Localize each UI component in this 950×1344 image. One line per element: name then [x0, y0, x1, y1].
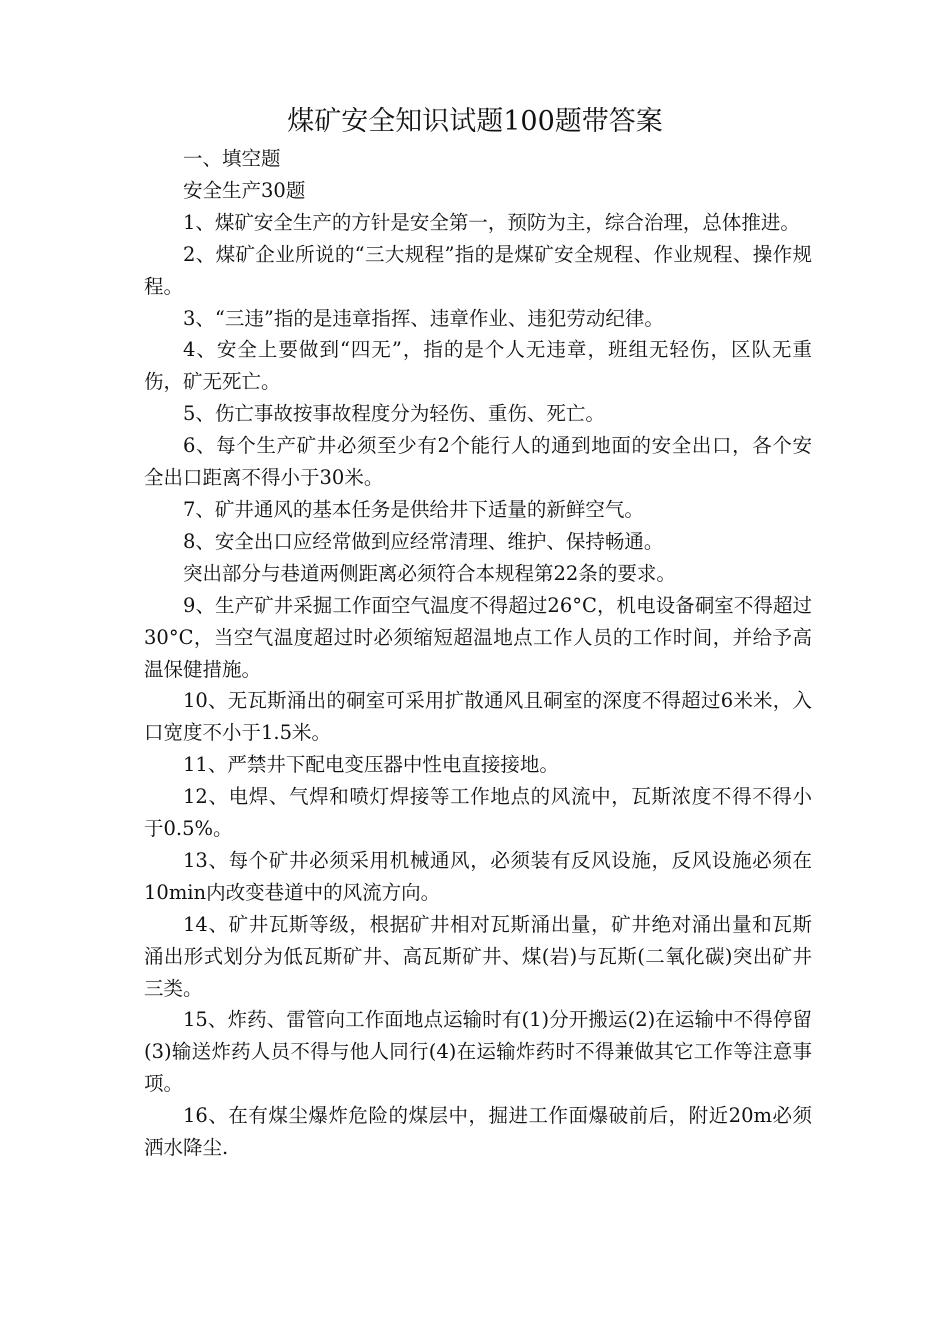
question-9: 9、生产矿井采掘工作面空气温度不得超过26°C，机电设备硐室不得超过30°C，当空气温度超过时必须缩短超温地点工作人员的工作时间，并给予高温保健措施。 [144, 593, 812, 681]
question-15: 15、炸药、雷管向工作面地点运输时有(1)分开搬运(2)在运输中不得停留(3)输送炸药人员不得与他人同行(4)在运输炸药时不得兼做其它工作等注意事项。 [144, 1008, 812, 1096]
question-12: 12、电焊、气焊和喷灯焊接等工作地点的风流中，瓦斯浓度不得不得小于0.5%。 [144, 785, 812, 841]
question-16: 16、在有煤尘爆炸危险的煤层中，掘进工作面爆破前后，附近20m必须洒水降尘. [144, 1104, 812, 1160]
question-1: 1、煤矿安全生产的方针是安全第一，预防为主，综合治理，总体推进。 [183, 210, 800, 234]
question-5: 5、伤亡事故按事故程度分为轻伤、重伤、死亡。 [183, 402, 605, 426]
question-2: 2、煤矿企业所说的“三大规程”指的是煤矿安全规程、作业规程、操作规程。 [144, 242, 812, 298]
question-14: 14、矿井瓦斯等级，根据矿井相对瓦斯涌出量，矿井绝对涌出量和瓦斯涌出形式划分为低瓦斯矿井、高瓦斯矿井、煤(岩)与瓦斯(二氧化碳)突出矿井三类。 [144, 912, 812, 1000]
document-body [144, 143, 812, 1164]
question-11: 11、严禁井下配电变压器中性电直接接地。 [183, 753, 559, 777]
question-13: 13、每个矿井必须采用机械通风，必须装有反风设施，反风设施必须在10min内改变巷道中的风流方向。 [144, 848, 812, 904]
question-3: 3、“三违”指的是违章指挥、违章作业、违犯劳动纪律。 [183, 306, 664, 330]
question-7: 7、矿井通风的基本任务是供给井下适量的新鲜空气。 [183, 497, 644, 521]
section-heading: 一、填空题 [183, 147, 281, 170]
question-10: 10、无瓦斯涌出的硐室可采用扩散通风且硐室的深度不得超过6米米，入口宽度不小于1.5米。 [144, 689, 812, 745]
question-8-note: 突出部分与巷道两侧距离必须符合本规程第22条的要求。 [183, 561, 676, 585]
question-6: 6、每个生产矿井必须至少有2个能行人的通到地面的安全出口，各个安全出口距离不得小于30米。 [144, 434, 812, 490]
subsection-heading: 安全生产30题 [183, 178, 306, 202]
question-8: 8、安全出口应经常做到应经常清理、维护、保持畅通。 [183, 529, 664, 553]
page-title: 煤矿安全知识试题100题带答案 [287, 106, 663, 137]
question-4: 4、安全上要做到“四无”，指的是个人无违章，班组无轻伤，区队无重伤，矿无死亡。 [144, 338, 812, 394]
